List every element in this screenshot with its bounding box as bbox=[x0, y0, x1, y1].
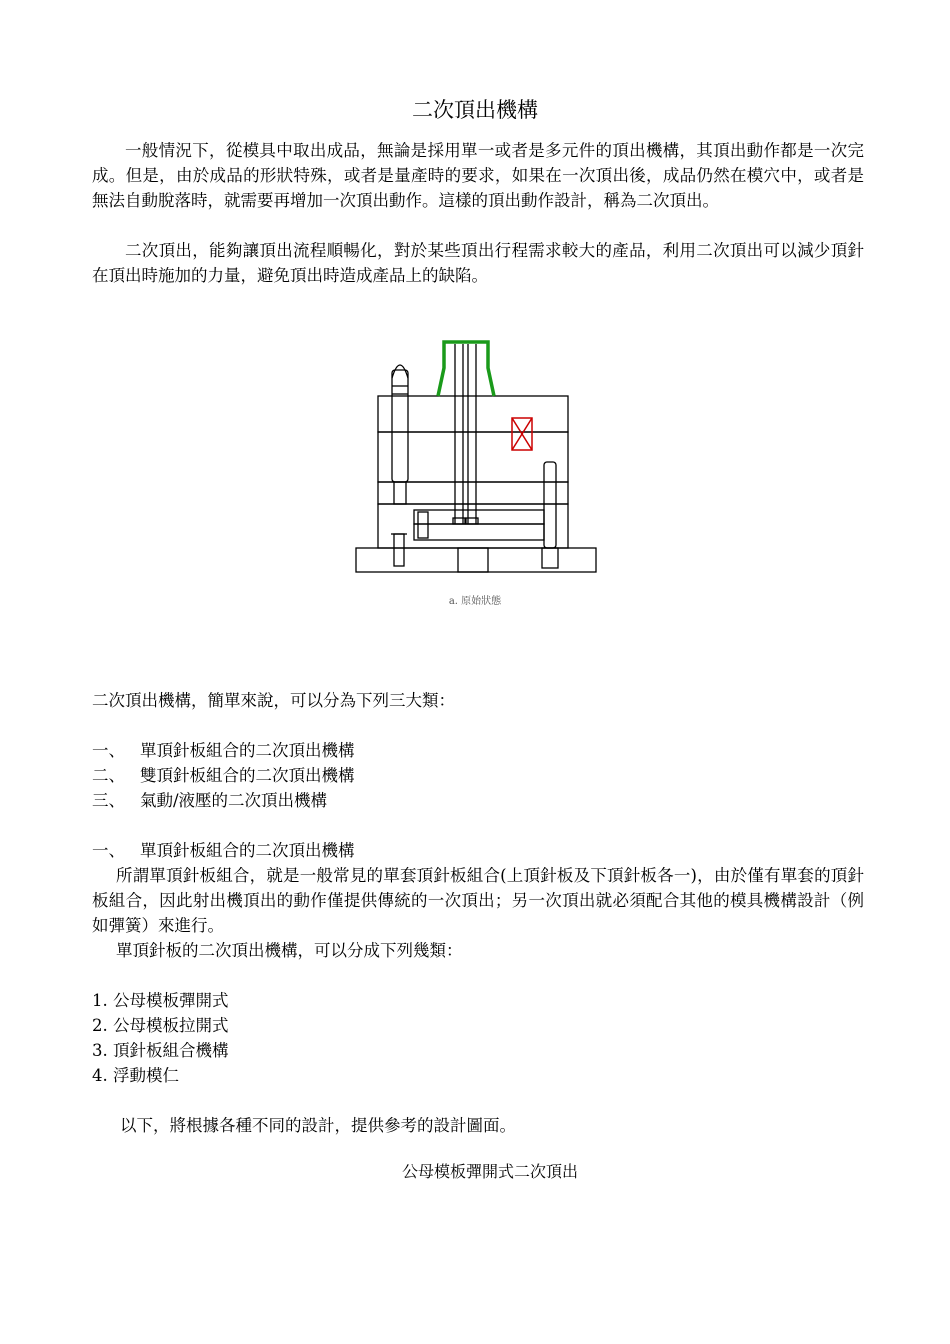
list-item-number: 1. bbox=[92, 991, 108, 1010]
list-item-text: 頂針板組合機構 bbox=[113, 1041, 229, 1060]
list-item-text: 雙頂針板組合的二次頂出機構 bbox=[140, 766, 355, 785]
list-item-text: 氣動/液壓的二次頂出機構 bbox=[140, 791, 328, 810]
product-outline bbox=[438, 342, 494, 396]
list-item bbox=[92, 988, 229, 1013]
figure-caption: a. 原始狀態 bbox=[448, 596, 502, 607]
intro-paragraph-1: 一般情況下，從模具中取出成品，無論是採用單一或者是多元件的頂出機構，其頂出動作都是一次完成。但是，由於成品的形狀特殊，或者是量產時的要求，如果在一次頂出後，成品仍然在模穴中，或者是無法自動脫落時，就需要再增加一次頂出動作。這樣的頂出動作設計，稱為二次頂出。 bbox=[92, 141, 864, 210]
section-paragraph-2: 單頂針板的二次頂出機構，可以分成下列幾類： bbox=[116, 941, 463, 960]
upper-ejector-plate bbox=[414, 510, 544, 524]
list-item-number: 二、 bbox=[92, 766, 125, 785]
list-item-text: 單頂針板組合的二次頂出機構 bbox=[140, 741, 355, 760]
list-item-text: 浮動模仁 bbox=[113, 1066, 179, 1085]
list-item-number: 一、 bbox=[92, 741, 125, 760]
subheading: 公母模板彈開式二次頂出 bbox=[401, 1162, 578, 1181]
bottom-clamp-plate bbox=[356, 548, 596, 572]
spring-block bbox=[512, 418, 532, 450]
list-item bbox=[92, 788, 327, 813]
cavity-plate bbox=[378, 396, 568, 432]
section-paragraph-1: 所謂單頂針板組合，就是一般常見的單套頂針板組合(上頂針板及下頂針板各一)，由於僅有單套的頂針板組合，因此射出機頂出的動作僅提供傳統的一次頂出；另一次頂出就必須配合其他的模具機構設計（例如彈簧）來進行。 bbox=[92, 866, 864, 935]
list-item bbox=[92, 763, 355, 788]
list-item-text: 公母模板拉開式 bbox=[113, 1016, 229, 1035]
list-item bbox=[92, 1063, 179, 1088]
list-item-number: 4. bbox=[92, 1066, 108, 1085]
list-item bbox=[92, 1013, 229, 1038]
center-boss bbox=[458, 548, 488, 572]
return-pin bbox=[544, 462, 556, 548]
guide-pin bbox=[392, 370, 408, 482]
intro-paragraph-2: 二次頂出，能夠讓頂出流程順暢化，對於某些頂出行程需求較大的產品，利用二次頂出可以減少頂針在頂出時施加的力量，避免頂出時造成產品上的缺陷。 bbox=[92, 241, 864, 285]
section-heading-number: 一、 bbox=[92, 841, 125, 860]
list-item-number: 2. bbox=[92, 1016, 108, 1035]
lower-ejector-plate bbox=[414, 524, 544, 540]
section-heading bbox=[92, 838, 355, 863]
page-title: 二次頂出機構 bbox=[412, 98, 538, 122]
categories-intro: 二次頂出機構，簡單來說，可以分為下列三大類： bbox=[92, 691, 455, 710]
closing-sentence: 以下，將根據各種不同的設計，提供參考的設計圖面。 bbox=[120, 1116, 516, 1135]
list-item-number: 3. bbox=[92, 1041, 108, 1060]
list-item bbox=[92, 738, 355, 763]
list-item-text: 公母模板彈開式 bbox=[113, 991, 229, 1010]
list-item bbox=[92, 1038, 229, 1063]
mold-diagram bbox=[354, 338, 598, 578]
core-plate bbox=[378, 432, 568, 482]
list-item-number: 三、 bbox=[92, 791, 125, 810]
section-heading-text: 單頂針板組合的二次頂出機構 bbox=[140, 841, 355, 860]
